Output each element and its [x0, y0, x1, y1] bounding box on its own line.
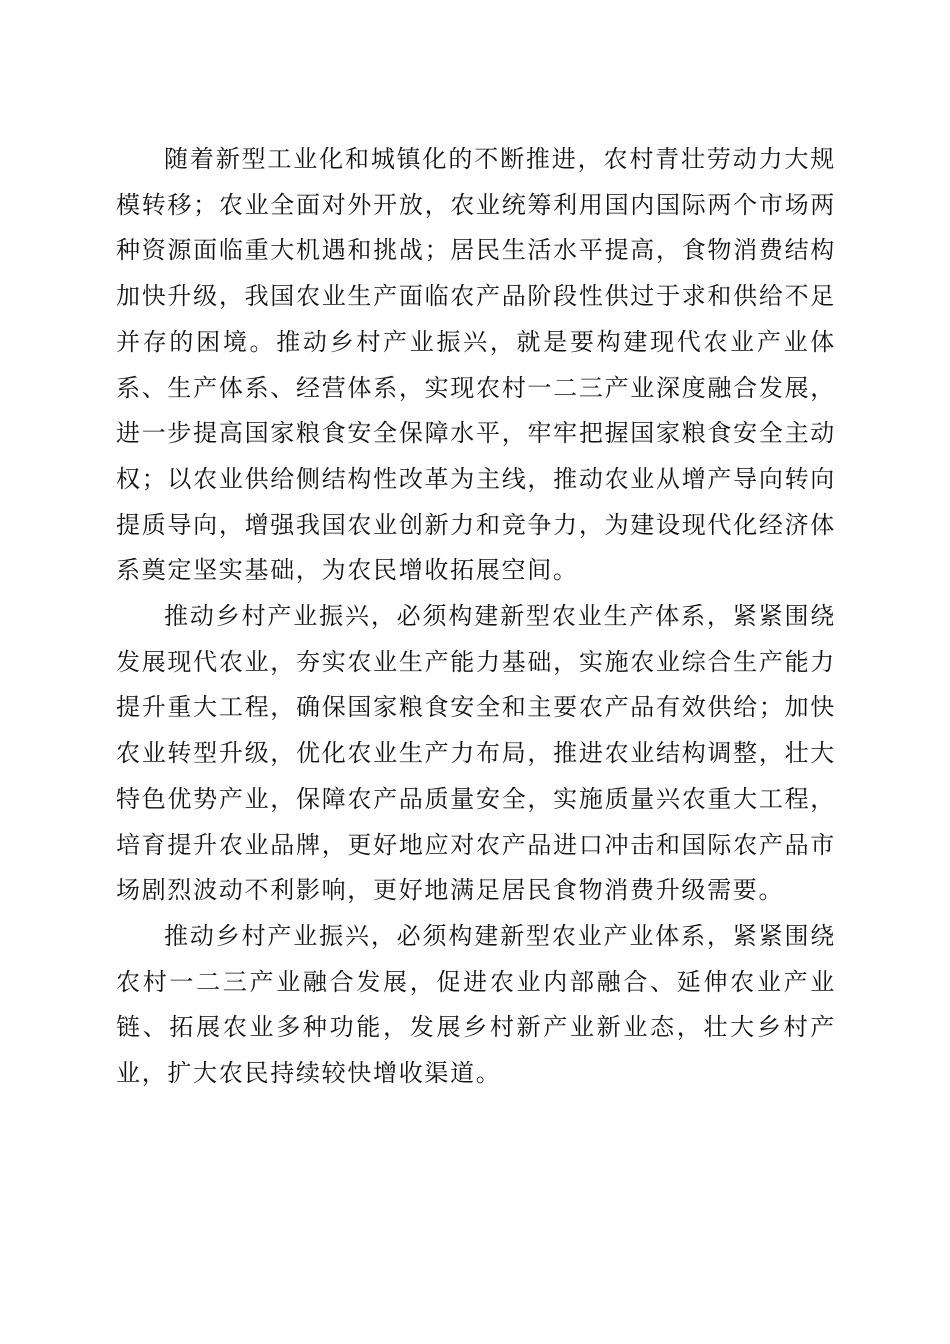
document-body: [116, 137, 836, 1097]
paragraph-3: 推动乡村产业振兴，必须构建新型农业产业体系，紧紧围绕农村一二三产业融合发展，促进农业内部融合、延伸农业产业链、拓展农业多种功能，发展乡村新产业新业态，壮大乡村产业，扩大农民持续较快增收渠道。: [116, 921, 836, 1088]
paragraph-1: 随着新型工业化和城镇化的不断推进，农村青壮劳动力大规模转移；农业全面对外开放，农业统筹利用国内国际两个市场两种资源面临重大机遇和挑战；居民生活水平提高，食物消费结构加快升级，我国农业生产面临农产品阶段性供过于求和供给不足并存的困境。推动乡村产业振兴，就是要构建现代农业产业体系、生产体系、经营体系，实现农村一二三产业深度融合发展，进一步提高国家粮食安全保障水平，牢牢把握国家粮食安全主动权；以农业供给侧结构性改革为主线，推动农业从增产导向转向提质导向，增强我国农业创新力和竞争力，为建设现代化经济体系奠定坚实基础，为农民增收拓展空间。: [116, 145, 836, 585]
paragraph-2: 推动乡村产业振兴，必须构建新型农业生产体系，紧紧围绕发展现代农业，夯实农业生产能力基础，实施农业综合生产能力提升重大工程，确保国家粮食安全和主要农产品有效供给；加快农业转型升级，优化农业生产力布局，推进农业结构调整，壮大特色优势产业，保障农产品质量安全，实施质量兴农重大工程，培育提升农业品牌，更好地应对农产品进口冲击和国际农产品市场剧烈波动不利影响，更好地满足居民食物消费升级需要。: [116, 602, 836, 905]
